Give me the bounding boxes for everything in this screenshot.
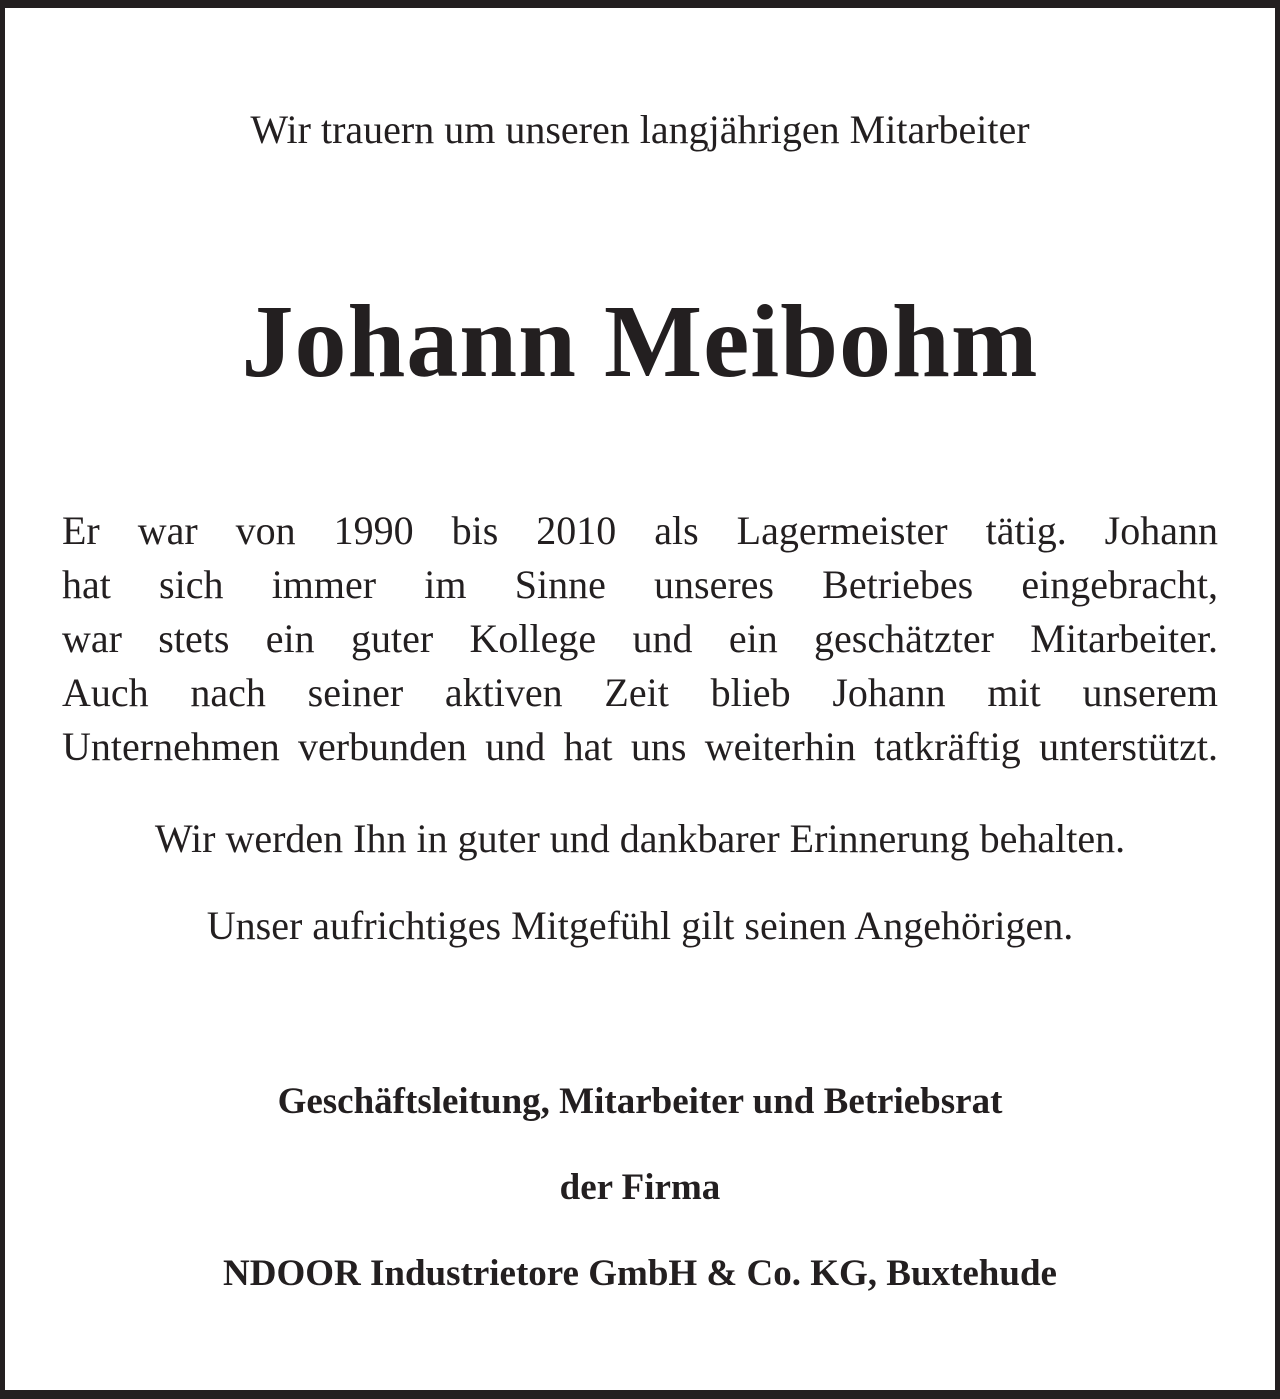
signature-line-1: Geschäftsleitung, Mitarbeiter und Betriebsrat <box>277 1081 1003 1122</box>
remembrance-line: Wir werden Ihn in guter und dankbarer Erinnerung behalten. <box>154 816 1126 861</box>
tribute-line: hat sich immer im Sinne unseres Betriebes eingebracht, <box>62 562 1218 607</box>
deceased-name: Johann Meibohm <box>241 284 1039 399</box>
tribute-paragraph <box>62 504 1218 774</box>
signature-line-3: NDOOR Industrietore GmbH & Co. KG, Buxtehude <box>223 1253 1057 1294</box>
tribute-line: war stets ein guter Kollege und ein geschätzter Mitarbeiter. <box>62 616 1218 661</box>
tribute-line: Er war von 1990 bis 2010 als Lagermeister tätig. Johann <box>62 508 1218 553</box>
tribute-line: Unternehmen verbunden und hat uns weiterhin tatkräftig unterstützt. <box>62 724 1218 769</box>
tribute-line: Auch nach seiner aktiven Zeit blieb Johann mit unserem <box>62 670 1218 715</box>
intro-line: Wir trauern um unseren langjährigen Mitarbeiter <box>250 107 1030 152</box>
signature-line-2: der Firma <box>559 1167 721 1208</box>
sympathy-line: Unser aufrichtiges Mitgefühl gilt seinen Angehörigen. <box>206 903 1074 948</box>
